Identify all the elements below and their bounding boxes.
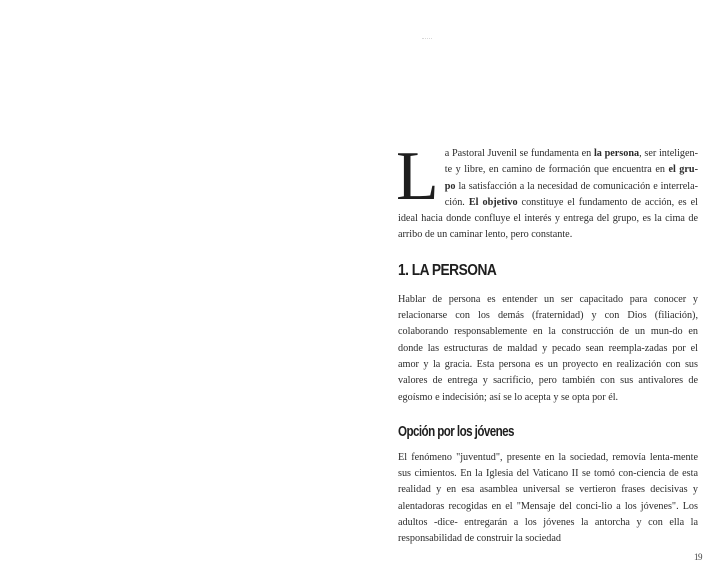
page-number: 19	[694, 552, 702, 562]
intro-text-2: , ser inteligen-te y libre, en camino de formación que encuentra en	[444, 148, 698, 176]
drop-cap: L	[396, 138, 439, 215]
subsection-paragraph: El fenómeno "juventud", presente en la sociedad, removía lenta-mente sus cimientos. En la Iglesia del Vaticano II se tomó con-ciencia de esta realidad y en esa asamblea universal se vertieron frases decisivas y alentadoras recogidas en el "Mensaje del conci-lio a los jóvenes". Los adultos -dice- entregarán a los jóvenes la antorcha y con ella la responsabilidad de construir la sociedad	[398, 451, 698, 545]
subsection-heading: Opción por los jóvenes	[398, 423, 514, 440]
intro-text-3: la satisfacción a la necesidad de comunicación e interrela-ción.	[444, 180, 698, 208]
scan-speck	[422, 38, 432, 42]
intro-term-grupo: el gru-po	[444, 164, 698, 192]
section-paragraph: Hablar de persona es entender un ser capacitado para conocer y relacionarse con los demás (fraternidad) y con Dios (filiación), colaborando responsablemente en la construcción de un mun-do en donde las estructuras de maldad y pecado sean reempla-zadas por el amor y la gracia. Esta persona es un proyecto en realización con sus valores de entrega y sacrificio, pero también con sus antivalores de egoísmo e indecisión; así se lo acepta y se opta por él.	[398, 293, 698, 403]
intro-text-4: constituye el fundamento de acción, es el ideal hacia donde confluye el interés y entrega del grupo, es la cima de arribo de un caminar lento, pero constante.	[398, 196, 698, 241]
intro-text-1: a Pastoral Juvenil se fundamenta en	[444, 148, 594, 159]
intro-term-persona: la persona	[593, 148, 640, 159]
section-heading: 1. LA PERSONA	[398, 261, 497, 279]
text-column	[396, 138, 698, 548]
intro-term-objetivo: El objetivo	[468, 196, 518, 208]
intro-paragraph	[396, 138, 698, 244]
